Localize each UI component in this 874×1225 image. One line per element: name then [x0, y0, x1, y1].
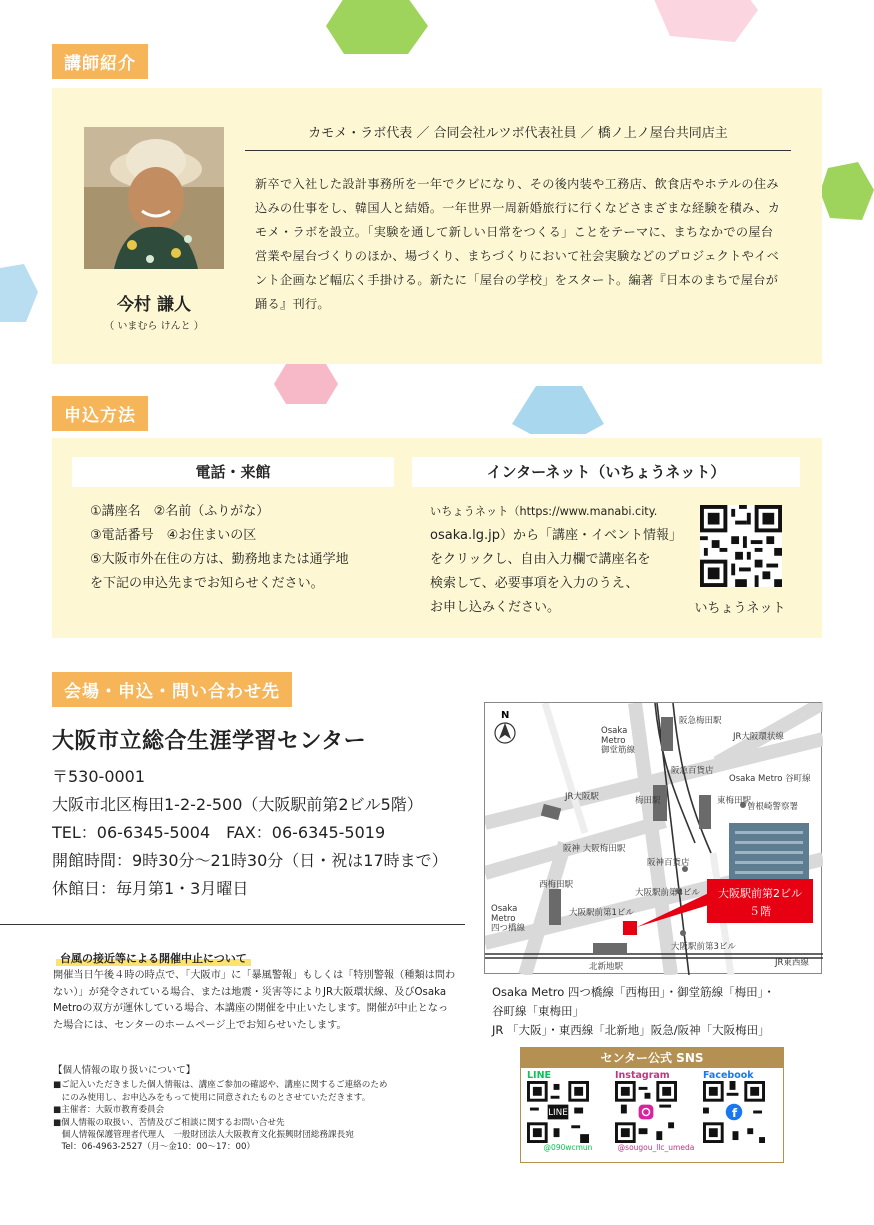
internet-instructions	[430, 500, 690, 620]
internet-line: をクリックし、自由入力欄で講座名を	[430, 552, 651, 567]
sns-panel	[520, 1047, 784, 1163]
privacy-line: ■ご記入いただきました個人情報は、講座ご参加の確認や、講座に関するご連絡のため	[53, 1080, 388, 1091]
map-label-hankyu-dept: 阪急百貨店	[671, 766, 714, 776]
map-label-hankyu-umeda: 阪急梅田駅	[679, 716, 722, 726]
sns-heading: センター公式 SNS	[521, 1048, 783, 1068]
facebook-label: Facebook	[703, 1070, 754, 1081]
map-label-nishi-umeda: 西梅田駅	[539, 880, 574, 890]
map-label-kitashinchi: 北新地駅	[589, 962, 624, 972]
map-north-label: N	[501, 710, 510, 721]
privacy-line: ■個人情報の取扱い、苦情及びご相談に関するお問い合せ先	[53, 1117, 285, 1128]
instructor-name-kana: （ いまむら けんと ）	[104, 321, 204, 332]
instructor-title-line: カモメ・ラボ代表 ／ 合同会社ルツボ代表社員 ／ 橋ノ上ノ屋台共同店主	[245, 122, 791, 151]
svg-text:LINE: LINE	[548, 1108, 568, 1119]
map-label-umeda: 梅田駅	[635, 796, 661, 806]
map-label-police: 曽根崎警察署	[747, 802, 799, 812]
map-label-higashi-umeda: 東梅田駅	[717, 796, 752, 806]
map-label-yotsubashi: Osaka Metro 四つ橋線	[491, 904, 526, 934]
map-label-jr-tozai: JR東西線	[775, 958, 809, 968]
access-line: JR 「大阪」・東西線「北新地」阪急/阪神「大阪梅田」	[492, 1023, 770, 1037]
map-target-floor: ５階	[749, 905, 771, 918]
instructor-section-heading: 講師紹介	[52, 44, 148, 79]
pink-hexagon-decoration	[640, 0, 760, 50]
privacy-notice	[53, 1065, 468, 1154]
venue-closed-days: 休館日：毎月第1・3月曜日	[52, 879, 249, 898]
map-label-midosuji: Osaka Metro 御堂筋線	[601, 726, 636, 756]
instagram-handle: @sougou_llc_umeda	[617, 1143, 695, 1152]
map-target-building: 大阪駅前第2ビル	[718, 887, 802, 900]
map-label-tanimachi: Osaka Metro 谷町線	[729, 774, 811, 784]
pink-hexagon-decoration-mid	[274, 364, 338, 404]
privacy-line: Tel：06-4963-2527（月～金10：00～17：00）	[53, 1142, 256, 1153]
venue-name: 大阪市立総合生涯学習センター	[52, 729, 367, 754]
map-label-ekimae3: 大阪駅前第3ビル	[671, 942, 736, 952]
access-map	[484, 702, 822, 974]
map-label-jr-loop: JR大阪環状線	[733, 732, 784, 742]
sns-instagram	[615, 1070, 697, 1152]
map-label-hanshin-dept: 阪神百貨店	[647, 858, 690, 868]
internet-line: お申し込みください。	[430, 600, 561, 615]
ichou-net-qr-label: いちょうネット	[694, 601, 786, 616]
line-qr-code[interactable]	[527, 1081, 589, 1143]
divider	[0, 924, 465, 925]
blue-hexagon-decoration-left	[0, 262, 40, 326]
venue-tel-fax: TEL：06-6345-5004 FAX：06-6345-5019	[52, 823, 386, 842]
instructor-name: 今村 謙人	[117, 295, 191, 315]
instagram-label: Instagram	[615, 1070, 670, 1081]
venue-opening-hours: 開館時間：9時30分～21時30分（日・祝は17時まで）	[52, 851, 448, 870]
instructor-biography: 新卒で入社した設計事務所を一年でクビになり、その後内装や工務店、飲食店やホテルの住み込みの仕事をし、韓国人と結婚。一年世界一周新婚旅行に行くなどさまざまな経験を積み、カモメ・ラボを設立。「実験を通して新しい日常をつくる」ことをテーマに、まちなかでの屋台営業や屋台づくりのほか、場づくり、まちづくりにおいて社会実験などのプロジェクトやイベント企画など幅広く手掛ける。新たに「屋台の学校」をスタート。編著『日本のまちで屋台が踊る』刊行。	[255, 177, 781, 311]
privacy-line: ■主催者：大阪市教育委員会	[53, 1105, 165, 1116]
phone-line: ③電話番号 ④お住まいの区	[90, 528, 257, 543]
privacy-line: にのみ使用し、お申込みをもって使用に同意されたものとさせていただきます。	[53, 1092, 371, 1103]
phone-line: ⑤大阪市外在住の方は、勤務地または通学地	[90, 552, 349, 567]
line-handle: @090wcmun	[543, 1143, 593, 1152]
ichou-net-qr-code[interactable]	[700, 505, 782, 587]
internet-line: 検索して、必要事項を入力のうえ、	[430, 576, 639, 591]
access-info	[492, 983, 822, 1040]
internet-line: いちょうネット（https://www.manabi.city.	[430, 505, 658, 518]
internet-heading: インターネット（いちょうネット）	[412, 457, 800, 487]
venue-postal-code: 〒530-0001	[52, 767, 146, 786]
green-hexagon-decoration	[322, 0, 432, 64]
typhoon-notice-heading: 台風の接近等による開催中止について	[56, 950, 251, 966]
internet-line: osaka.lg.jp）から「講座・イベント情報」	[430, 528, 682, 543]
phone-instructions	[90, 500, 390, 596]
privacy-heading: 【個人情報の取り扱いについて】	[53, 1065, 196, 1076]
sns-line	[527, 1070, 609, 1152]
map-label-jr-osaka: JR大阪駅	[565, 792, 599, 802]
sns-facebook	[703, 1070, 785, 1143]
svg-text:f: f	[732, 1106, 738, 1121]
green-hexagon-decoration-right	[818, 160, 874, 226]
line-label: LINE	[527, 1070, 552, 1081]
privacy-line: 個人情報保護管理者代理人 一般財団法人大阪教育文化振興財団総務課長宛	[53, 1130, 354, 1141]
map-label-ekimae4: 大阪駅前第4ビル	[635, 888, 700, 898]
access-line: Osaka Metro 四つ橋線「西梅田」・御堂筋線「梅田」・	[492, 985, 775, 999]
facebook-qr-code[interactable]	[703, 1081, 765, 1143]
map-label-ekimae1: 大阪駅前第1ビル	[569, 908, 634, 918]
typhoon-notice-body: 開催当日午後４時の時点で、「大阪市」に「暴風警報」もしくは「特別警報（種類は問わない）」が発令されている場合、または地震・災害等によりJR大阪環状線、及びOsaka Metroの双方が運休している場合、本講座の開催を中止いたします。開催が中止となった場合には、センターのホームページ上でお知らせいたします。	[53, 970, 456, 1031]
phone-line: ①講座名 ②名前（ふりがな）	[90, 504, 270, 519]
apply-section-heading: 申込方法	[52, 396, 148, 431]
map-label-hanshin-umeda: 阪神 大阪梅田駅	[563, 844, 626, 854]
instagram-qr-code[interactable]	[615, 1081, 677, 1143]
venue-section-heading: 会場・申込・問い合わせ先	[52, 672, 292, 707]
phone-line: を下記の申込先までお知らせください。	[90, 576, 324, 591]
venue-address: 大阪市北区梅田1-2-2-500（大阪駅前第2ビル5階）	[52, 795, 423, 814]
blue-hexagon-decoration-mid	[512, 384, 604, 434]
instructor-photo	[84, 127, 224, 269]
access-line: 谷町線「東梅田」	[492, 1004, 584, 1018]
phone-visit-heading: 電話・来館	[72, 457, 394, 487]
